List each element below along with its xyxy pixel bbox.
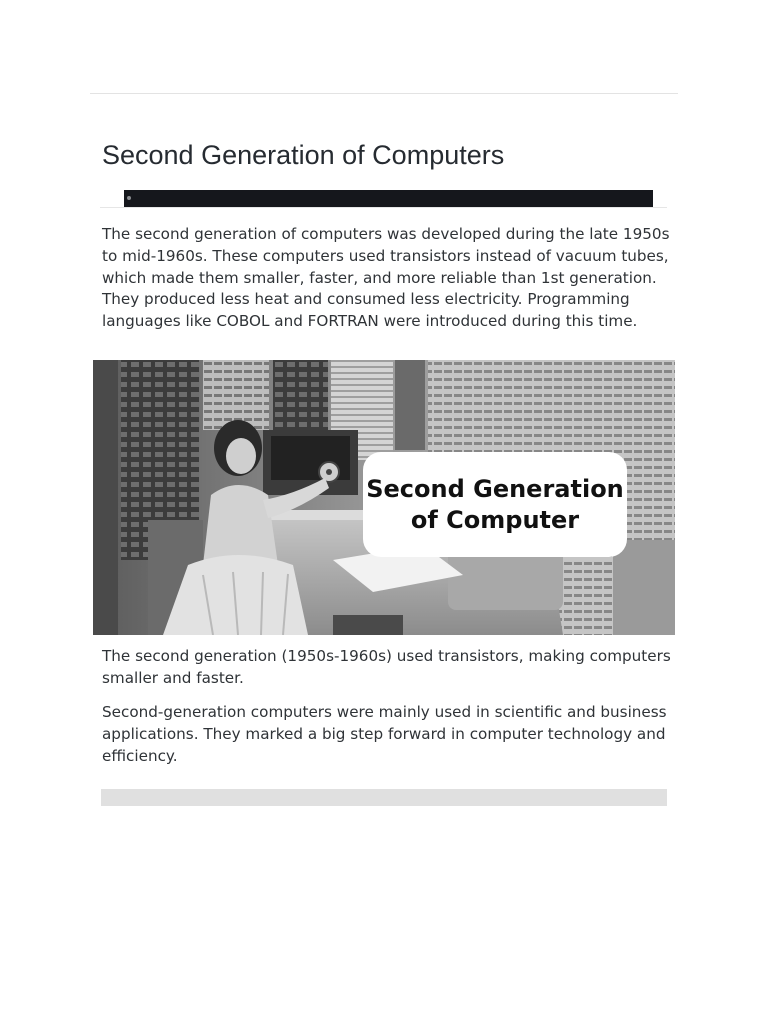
- image-title-label: [363, 452, 627, 557]
- intro-paragraph: The second generation of computers was developed during the late 1950s to mid-1960s. These computers used transistors instead of vacuum tubes, which made them smaller, faster, and more reliable than 1st generation. They produced less heat and consumed less electricity. Programming languages like COBOL and FORTRAN were introduced during this time.: [102, 225, 670, 331]
- image-title-line2: of Computer: [410, 505, 580, 534]
- embedded-media-bar: [124, 190, 653, 207]
- media-dot-icon: [127, 196, 131, 200]
- page-title: Second Generation of Computers: [102, 140, 505, 170]
- bottom-divider-bar: [101, 789, 667, 806]
- second-generation-computer-photo: [93, 360, 675, 635]
- image-title-line1: Second Generation: [366, 474, 624, 503]
- image-caption: The second generation (1950s-1960s) used transistors, making computers smaller and faster.: [102, 647, 671, 687]
- section-divider: [100, 207, 667, 208]
- top-divider: [90, 93, 678, 94]
- usage-paragraph: Second-generation computers were mainly used in scientific and business applications. They marked a big step forward in computer technology and efficiency.: [102, 703, 667, 765]
